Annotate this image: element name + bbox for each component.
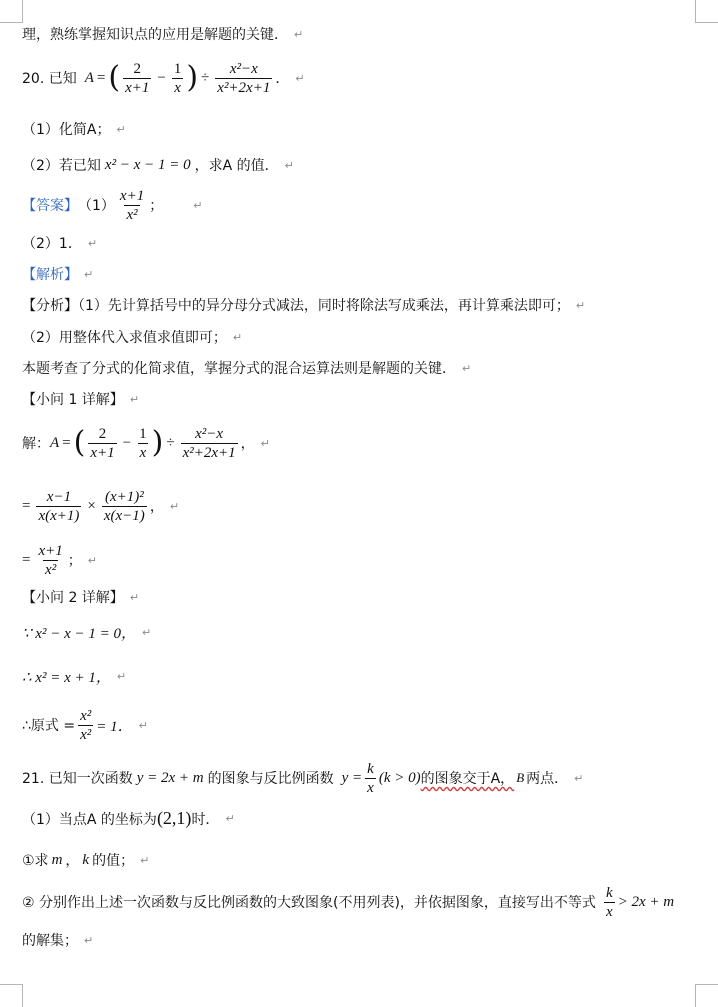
paragraph-mark: ↵ xyxy=(294,27,304,41)
page-corner-bottom-right xyxy=(695,984,718,1007)
solution-step-3: = $\frac{x+1}{\text{x²}}$ ； ↵ xyxy=(22,542,97,578)
q21-part1: （1）当点A 的坐标为 (2,1) 时． ↵ xyxy=(22,808,235,828)
result-line: ∴原式 = $\frac{\text{x²}}{\text{x²}}$ = 1． ↵ xyxy=(22,707,148,743)
paren-open: ( xyxy=(108,60,121,95)
intro-text: 理，熟练掌握知识点的应用是解题的关键． xyxy=(22,27,288,43)
q21-statement: 21. 已知一次函数 y = 2x + m 的图象与反比例函数 y = $\frac{k}{x}$ (k > 0) 的图象交于A， B 两点． ↵ xyxy=(22,760,584,796)
subq1-header: 【小问 1 详解】 ↵ xyxy=(22,392,140,408)
analysis-tag: 【解析】 xyxy=(22,267,78,283)
analysis-line-2: （2）用整体代入求值求值即可； ↵ xyxy=(22,330,243,346)
q21-subpart2: ② 分别作出上述一次函数与反比例函数的大致图象(不用列表)，并依据图象，直接写出不等式 $\frac{k}{x}$ > 2x + m xyxy=(22,884,675,920)
page-corner-bottom-left xyxy=(0,984,23,1007)
answer-part2: （2）1． ↵ xyxy=(22,236,98,252)
answer-tag: 【答案】 xyxy=(22,198,78,214)
q20-label: 20. 已知 xyxy=(22,71,77,87)
analysis-tag-line: 【解析】 ↵ xyxy=(22,264,93,284)
fraction-1: $\frac{2}{x+1}$ xyxy=(125,60,150,96)
solution-step-1: 解： A = ( $\frac{2}{x+1}$ − $\frac{1}{x}$ ) ÷ $\frac{\text{x²−x}}{\text{x²+2x+1}}$ ， ↵ xyxy=(22,425,270,461)
q21-subpart1: ①求 m ， k 的值； ↵ xyxy=(22,851,150,869)
answer-line: 【答案】 （1） $\frac{x+1}{\text{x²}}$ ； ↵ xyxy=(22,187,203,223)
page-corner-top-left xyxy=(0,0,23,23)
fraction-2: $\frac{1}{x}$ xyxy=(173,60,182,96)
answer-fraction: $\frac{x+1}{\text{x²}}$ xyxy=(119,187,145,223)
fraction-3: $\frac{\text{x²−x}}{\text{x²+2x+1}}$ xyxy=(217,60,271,96)
var-a: A xyxy=(84,69,94,86)
q21-subpart2-cont: 的解集； ↵ xyxy=(22,933,94,949)
intro-line xyxy=(22,24,303,44)
solution-step-2: = $\frac{x-1}{x(x+1)}$ × $\frac{\text{(x+1)²}}{x(x-1)}$ ， ↵ xyxy=(22,488,180,524)
therefore-line: ∴ x² = x + 1， ↵ xyxy=(22,670,127,686)
summary-line: 本题考查了分式的化简求值，掌握分式的混合运算法则是解题的关键． ↵ xyxy=(22,361,472,377)
q20-statement: 20. 已知 A = ( $\frac{2}{x+1}$ − $\frac{1}{x}$ ) ÷ $\frac{\text{x²−x}}{\text{x²+2x+1}}$ ． ↵ xyxy=(22,60,305,96)
q20-part2: （2）若已知 x² − x − 1 = 0 ，求A 的值． ↵ xyxy=(22,156,294,174)
analysis-line: 【分析】（1）先计算括号中的异分母分式减法，同时将除法写成乘法，再计算乘法即可； ↵ xyxy=(22,298,586,314)
page-corner-top-right xyxy=(695,0,718,23)
q20-part1: （1）化简A； ↵ xyxy=(22,122,126,138)
equation: x² − x − 1 = 0 xyxy=(104,156,191,173)
subq2-header: 【小问 2 详解】 ↵ xyxy=(22,590,140,606)
paren-close: ) xyxy=(186,60,199,95)
because-line: ∵ x² − x − 1 = 0， ↵ xyxy=(22,626,152,642)
